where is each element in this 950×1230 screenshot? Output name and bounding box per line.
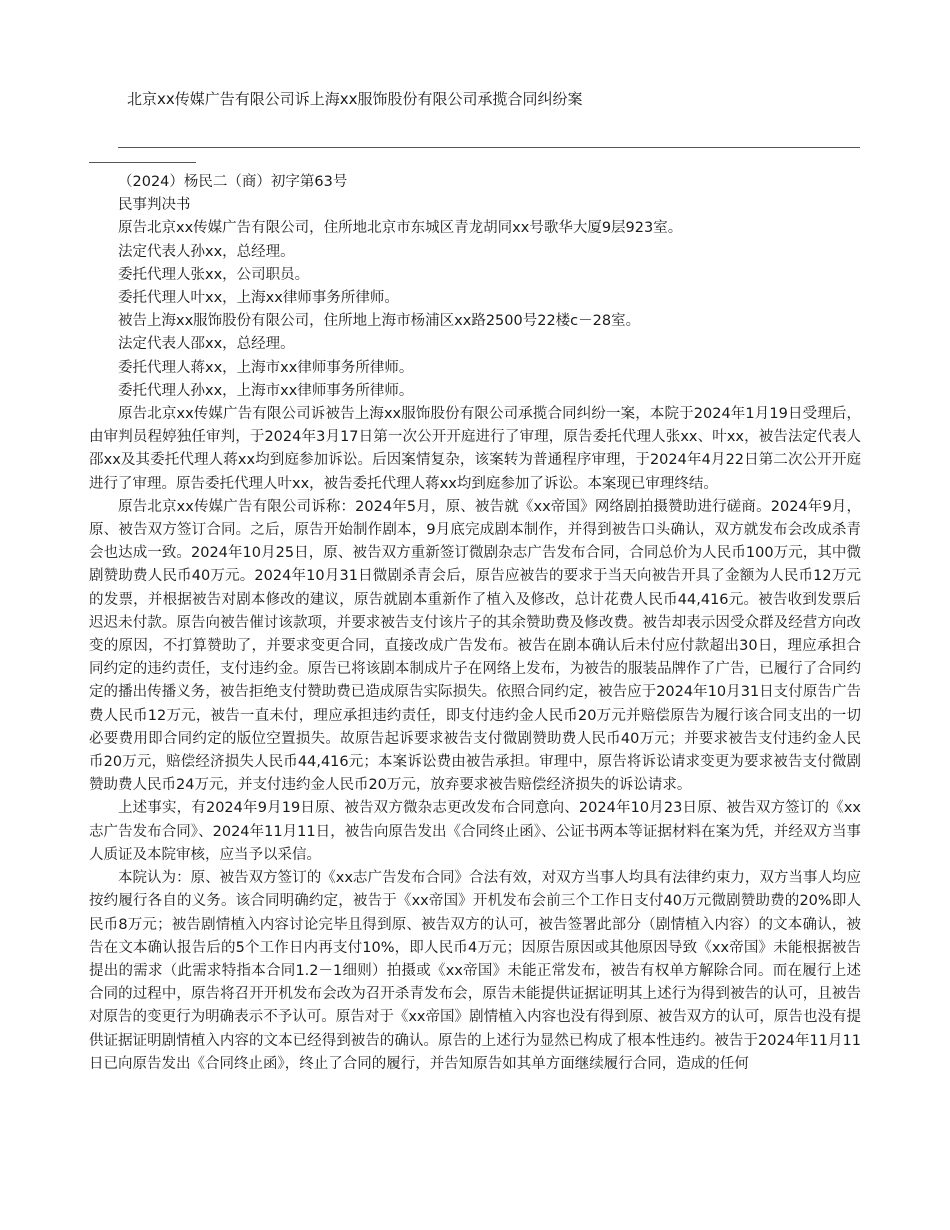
title-underline <box>118 147 860 148</box>
plaintiff-agent-2: 委托代理人叶xx，上海xx律师事务所律师。 <box>118 290 399 307</box>
document-type: 民事判决书 <box>118 197 191 214</box>
case-number: （2024）杨民二（商）初字第63号 <box>118 174 348 190</box>
plaintiff-legal-representative: 法定代表人孙xx，总经理。 <box>118 243 295 260</box>
procedure-paragraph: 原告北京xx传媒广告有限公司诉被告上海xx服饰股份有限公司承揽合同纠纷一案，本院于2024年1月19日受理后，由审判员程婷独任审判，于2024年3月17日第一次公开开庭进行了审理，原告委托代理人张xx、叶xx，被告法定代表人邵xx及其委托代理人蒋xx均到庭参加诉讼。后因案情复杂，该案转为普通程序审理，于2024年4月22日第二次公开开庭进行了审理。原告委托代理人叶xx，被告委托代理人蒋xx均到庭参加了诉讼。本案现已审理终结。 <box>89 406 861 492</box>
defendant-agent-1: 委托代理人蒋xx，上海市xx律师事务所律师。 <box>118 359 414 376</box>
defendant-agent-2: 委托代理人孙xx，上海市xx律师事务所律师。 <box>118 382 414 399</box>
case-title: 北京xx传媒广告有限公司诉上海xx服饰股份有限公司承揽合同纠纷案 <box>127 90 583 108</box>
plaintiff-info: 原告北京xx传媒广告有限公司，住所地北京市东城区青龙胡同xx号歌华大厦9层923室。 <box>118 220 683 237</box>
defendant-legal-representative: 法定代表人邵xx，总经理。 <box>118 336 295 353</box>
facts-paragraph: 上述事实，有2024年9月19日原、被告双方微杂志更改发布合同意向、2024年10月23日原、被告双方签订的《xx志广告发布合同》、2024年11月11日，被告向原告发出《合同终止函》、公证书两本等证据材料在案为凭，并经双方当事人质证及本院审核，应当予以采信。 <box>89 800 861 863</box>
document-body <box>89 171 861 1076</box>
court-opinion-paragraph: 本院认为：原、被告双方签订的《xx志广告发布合同》合法有效，对双方当事人均具有法律约束力，双方当事人均应按约履行各自的义务。该合同明确约定，被告于《xx帝国》开机发布会前三个工作日支付40万元微剧赞助费的20%即人民币8万元；被告剧情植入内容讨论完毕且得到原、被告双方的认可，被告签署此部分（剧情植入内容）的文本确认，被告在文本确认报告后的5个工作日内再支付10%，即人民币4万元；因原告原因或其他原因导致《xx帝国》未能根据被告提出的需求（此需求特指本合同1.2－1细则）拍摄或《xx帝国》未能正常发布，被告有权单方解除合同。而在履行上述合同的过程中，原告将召开开机发布会改为召开杀青发布会，原告未能提供证据证明其上述行为得到被告的认可，且被告对原告的变更行为明确表示不予认可。原告对于《xx帝国》剧情植入内容也没有得到原、被告双方的认可，原告也没有提供证据证明剧情植入内容的文本已经得到被告的确认。原告的上述行为显然已构成了根本性违约。被告于2024年11月11日已向原告发出《合同终止函》，终止了合同的履行，并告知原告如其单方面继续履行合同，造成的任何 <box>89 870 861 1072</box>
title-underline-continuation <box>89 162 196 163</box>
plaintiff-agent-1: 委托代理人张xx，公司职员。 <box>118 266 310 283</box>
plaintiff-claims-paragraph: 原告北京xx传媒广告有限公司诉称：2024年5月，原、被告就《xx帝国》网络剧拍摄赞助进行磋商。2024年9月，原、被告双方签订合同。之后，原告开始制作剧本，9月底完成剧本制作，并得到被告口头确认，双方就发布会改成杀青会也达成一致。2024年10月25日，原、被告双方重新签订微剧杂志广告发布合同，合同总价为人民币100万元，其中微剧赞助费人民币40万元。2024年10月31日微剧杀青会后，原告应被告的要求于当天向被告开具了金额为人民币12万元的发票，并根据被告对剧本修改的建议，原告就剧本重新作了植入及修改，总计花费人民币44,416元。被告收到发票后迟迟未付款。原告向被告催讨该款项，并要求被告支付该片子的其余赞助费及修改费。被告却表示因受众群及经营方向改变的原因，不打算赞助了，并要求变更合同，直接改成广告发布。被告在剧本确认后未付应付款超出30日，理应承担合同约定的违约责任，支付违约金。原告已将该剧本制成片子在网络上发布，为被告的服装品牌作了广告，已履行了合同约定的播出传播义务，被告拒绝支付赞助费已造成原告实际损失。依照合同约定，被告应于2024年10月31日支付原告广告费人民币12万元，被告一直未付，理应承担违约责任，即支付违约金人民币20万元并赔偿原告为履行该合同支出的一切必要费用即合同约定的版位空置损失。故原告起诉要求被告支付微剧赞助费人民币40万元；并要求被告支付违约金人民币20万元，赔偿经济损失人民币44,416元；本案诉讼费由被告承担。审理中，原告将诉讼请求变更为要求被告支付微剧赞助费人民币24万元，并支付违约金人民币20万元，放弃要求被告赔偿经济损失的诉讼请求。 <box>89 498 861 794</box>
defendant-info: 被告上海xx服饰股份有限公司，住所地上海市杨浦区xx路2500号22楼c－28室。 <box>118 313 641 330</box>
